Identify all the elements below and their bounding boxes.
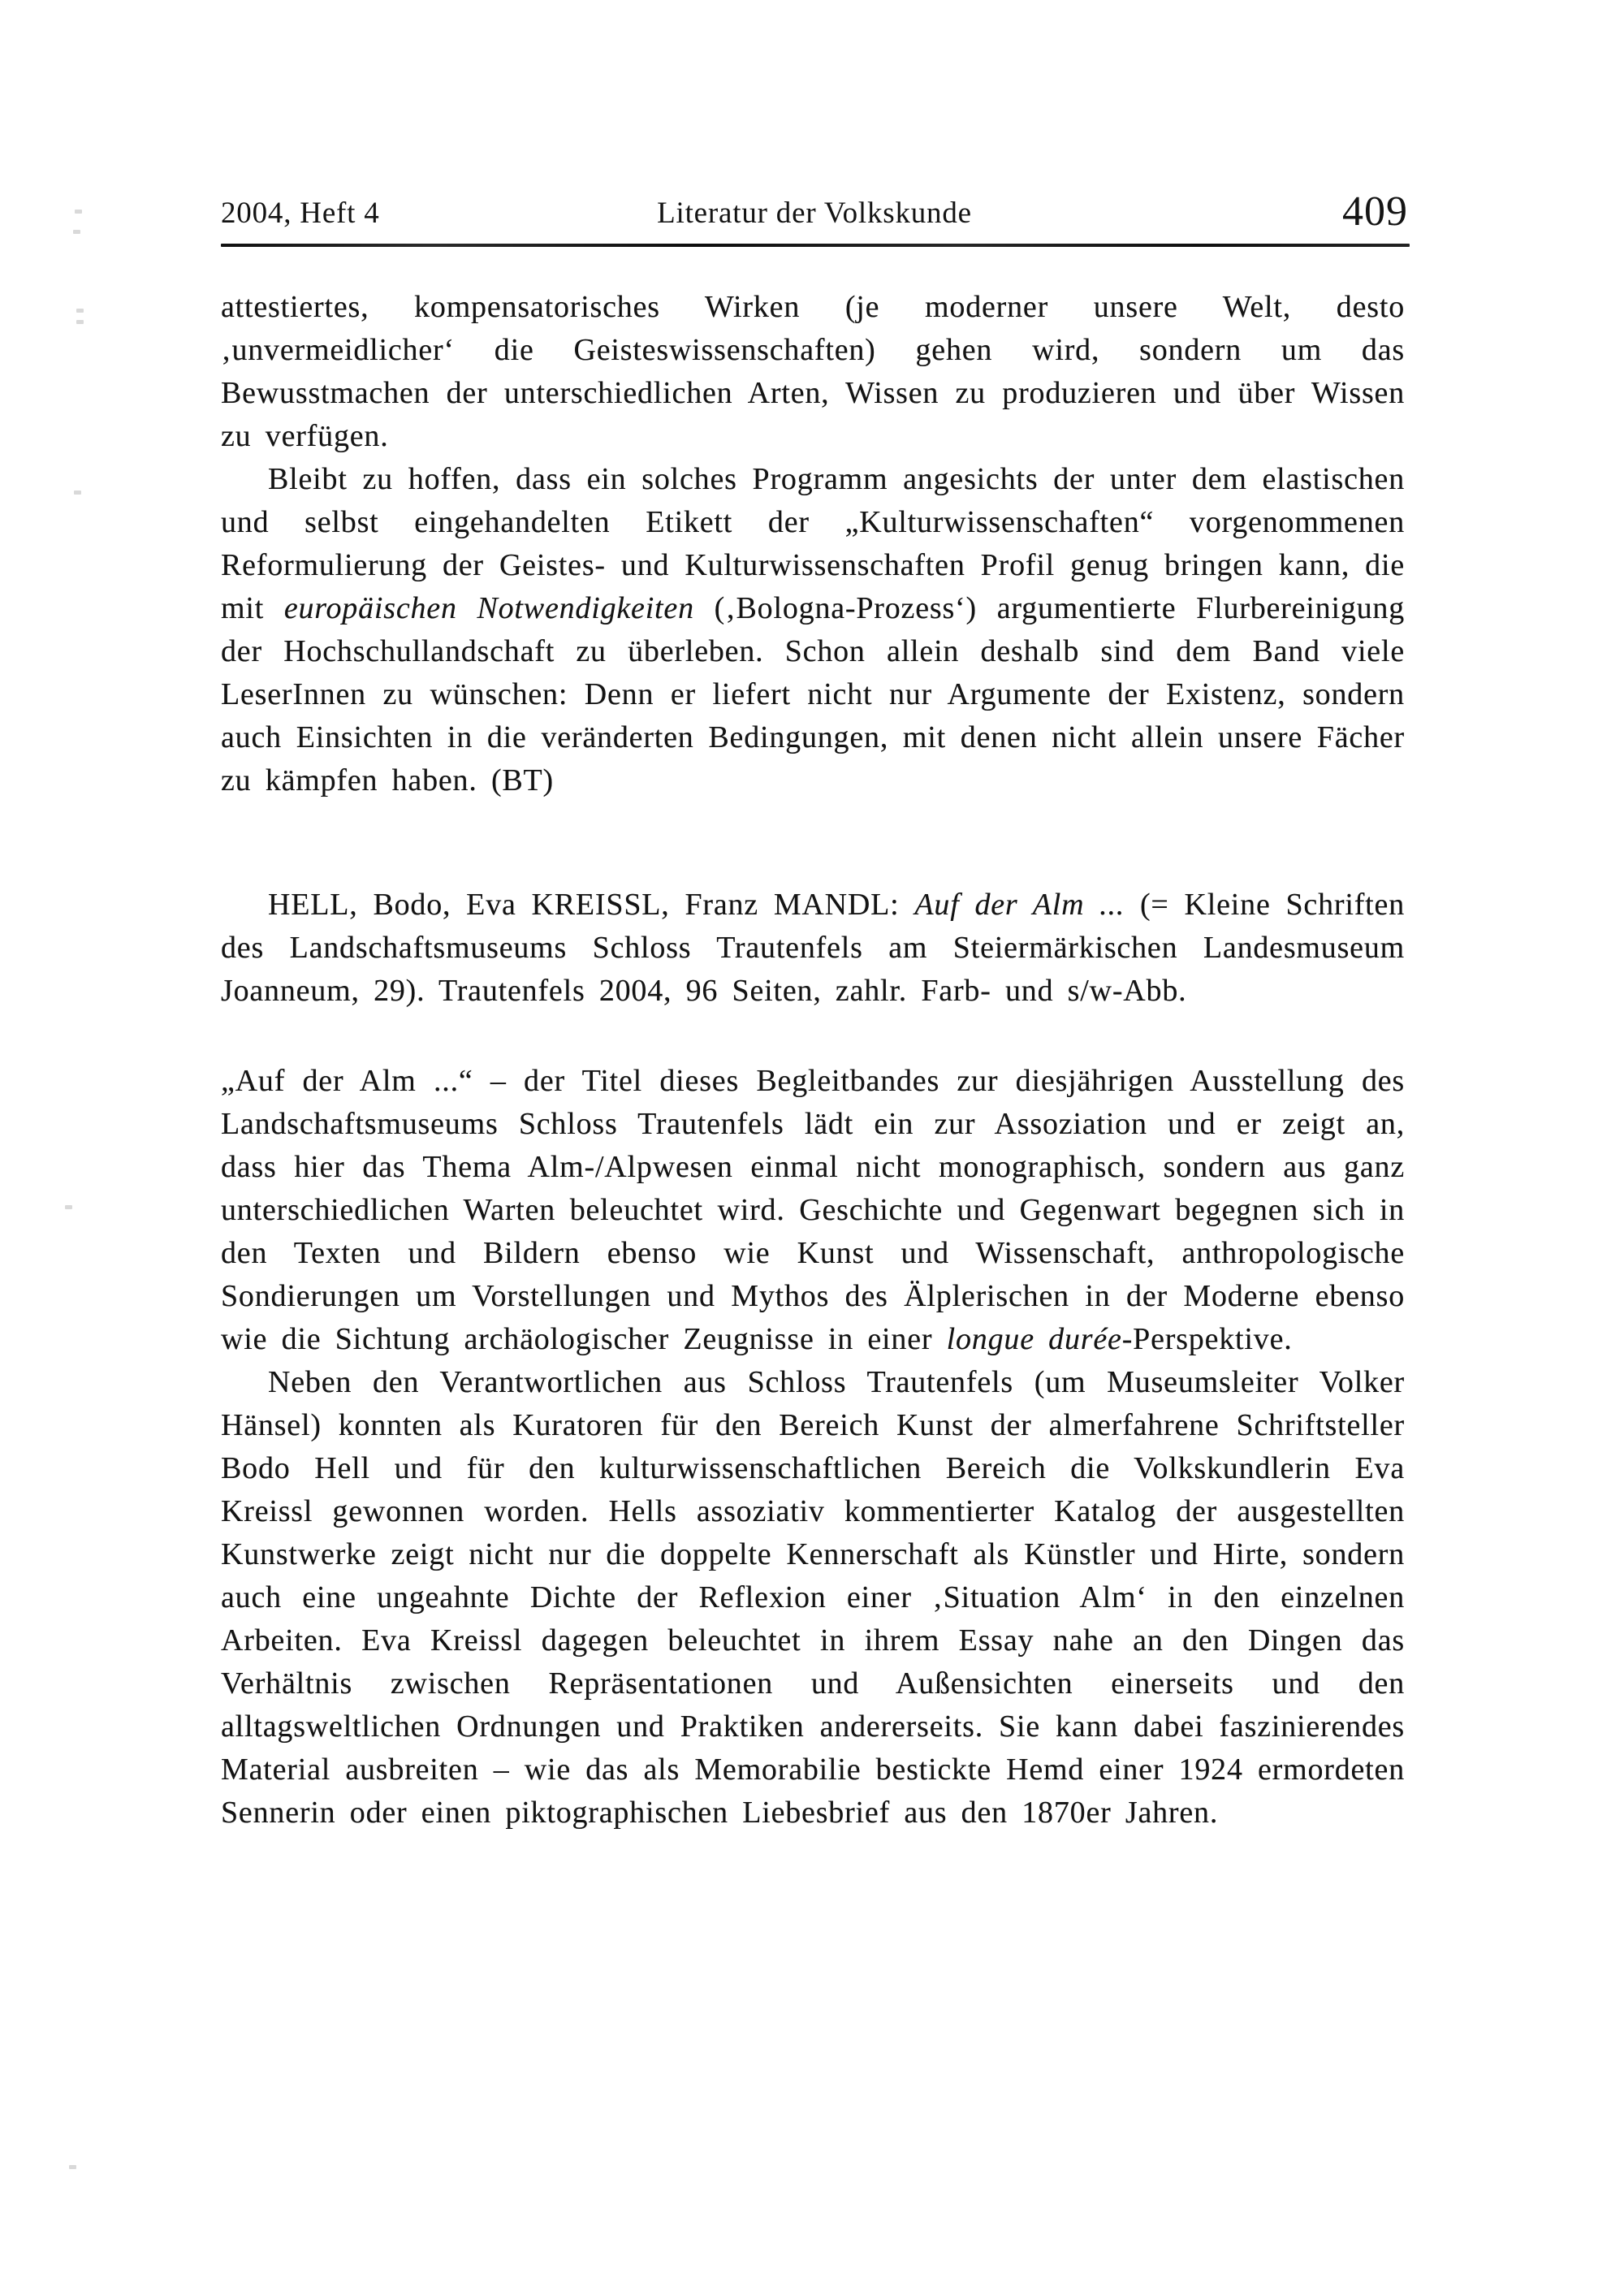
page-number: 409 bbox=[1342, 188, 1408, 235]
scan-artifact-mark bbox=[69, 2165, 76, 2169]
scan-artifact-mark bbox=[73, 230, 80, 234]
text-segment: „Auf der Alm ...“ – der Titel dieses Begleitbandes zur diesjährigen Ausstellung des Landschaftsmuseums Schloss Trautenfels lädt ein zur Assoziation und er zeigt an, dass hier das Thema Alm-/Alpwesen einmal nicht monographisch, sondern aus ganz unterschiedlichen Warten beleuchtet wird. Geschichte und Gegenwart begegnen sich in den Texten und Bildern ebenso wie Kunst und Wissenschaft, anthropologische Sondierungen um Vorstellungen und Mythos des Älplerischen in der Moderne ebenso wie die Sichtung archäologischer Zeugnisse in einer bbox=[221, 1064, 1405, 1356]
issue-info: 2004, Heft 4 bbox=[221, 197, 380, 230]
scan-artifact-mark bbox=[65, 1205, 72, 1209]
text-segment: (‚Bologna-Prozess‘) argumentierte Flurbereinigung der Hochschullandschaft zu überleben. Schon allein deshalb sind dem Band viele LeserInnen zu wünschen: Denn er liefert nicht nur Argumente der Existenz, sondern auch Einsichten in die veränderten Bedingungen, mit denen nicht allein unsere Fächer zu kämpfen haben. (BT) bbox=[221, 591, 1406, 797]
scan-artifact-mark bbox=[76, 320, 84, 324]
paragraph-review2-curators bbox=[221, 1361, 1405, 1835]
text-segment: Bleibt zu hoffen, dass ein solches Programm angesichts der unter dem elastischen und selbst eingehandelten Etikett der „Kulturwissenschaften“ vorgenommenen Reformulierung der Geistes- und Kulturwissenschaften Profil genug bringen kann, die mit bbox=[221, 462, 1405, 625]
scan-artifact-mark bbox=[76, 309, 84, 313]
text-segment: attestiertes, kompensatorisches Wirken (je moderner unsere Welt, desto ‚unvermeidlicher‘ die Geisteswissenschaften) gehen wird, sondern um das Bewusstmachen der unterschiedlichen Arten, Wissen zu produzieren und über Wissen zu verfügen. bbox=[221, 290, 1405, 453]
page-header bbox=[221, 185, 1408, 234]
italic-text-segment: longue durée bbox=[946, 1322, 1122, 1356]
italic-text-segment: Auf der Alm ... bbox=[914, 888, 1125, 922]
header-rule bbox=[221, 244, 1410, 247]
article-body bbox=[221, 286, 1405, 1835]
text-segment: Neben den Verantwortlichen aus Schloss Trautenfels (um Museumsleiter Volker Hänsel) konnten als Kuratoren für den Bereich Kunst der almerfahrene Schriftsteller Bodo Hell und für den kulturwissenschaftlichen Bereich die Volkskundlerin Eva Kreissl gewonnen worden. Hells assoziativ kommentierter Katalog der ausgestellten Kunstwerke zeigt nicht nur die doppelte Kennerschaft als Künstler und Hirte, sondern auch eine ungeahnte Dichte der Reflexion einer ‚Situation Alm‘ in den einzelnen Arbeiten. Eva Kreissl dagegen beleuchtet in ihrem Essay nahe an den Dingen das Verhältnis zwischen Repräsentationen und Außensichten einerseits und den alltagsweltlichen Ordnungen und Praktiken andererseits. Sie kann dabei faszinierendes Material ausbreiten – wie das als Memorabilie bestickte Hemd einer 1924 ermordeten Sennerin oder einen piktographischen Liebesbrief aus den 1870er Jahren. bbox=[221, 1365, 1405, 1830]
text-segment: HELL, Bodo, Eva KREISSL, Franz MANDL: bbox=[268, 888, 915, 922]
running-title: Literatur der Volkskunde bbox=[657, 197, 972, 230]
text-segment: -Perspektive. bbox=[1121, 1322, 1293, 1356]
paragraph-review2-intro bbox=[221, 1060, 1405, 1361]
paragraph-review1-continuation bbox=[221, 286, 1405, 458]
paragraph-citation-hell-kreissl-mandl bbox=[221, 884, 1405, 1013]
text-segment: (= Kleine Schriften des Landschaftsmuseums Schloss Trautenfels am Steiermärkischen Landesmuseum Joanneum, 29). Trautenfels 2004, 96 Seiten, zahlr. Farb- und s/w-Abb. bbox=[221, 888, 1405, 1008]
scan-artifact-mark bbox=[75, 210, 82, 214]
italic-text-segment: europäischen Notwendigkeiten bbox=[283, 591, 694, 625]
scan-artifact-mark bbox=[74, 491, 81, 495]
paragraph-review1-conclusion bbox=[221, 458, 1405, 802]
